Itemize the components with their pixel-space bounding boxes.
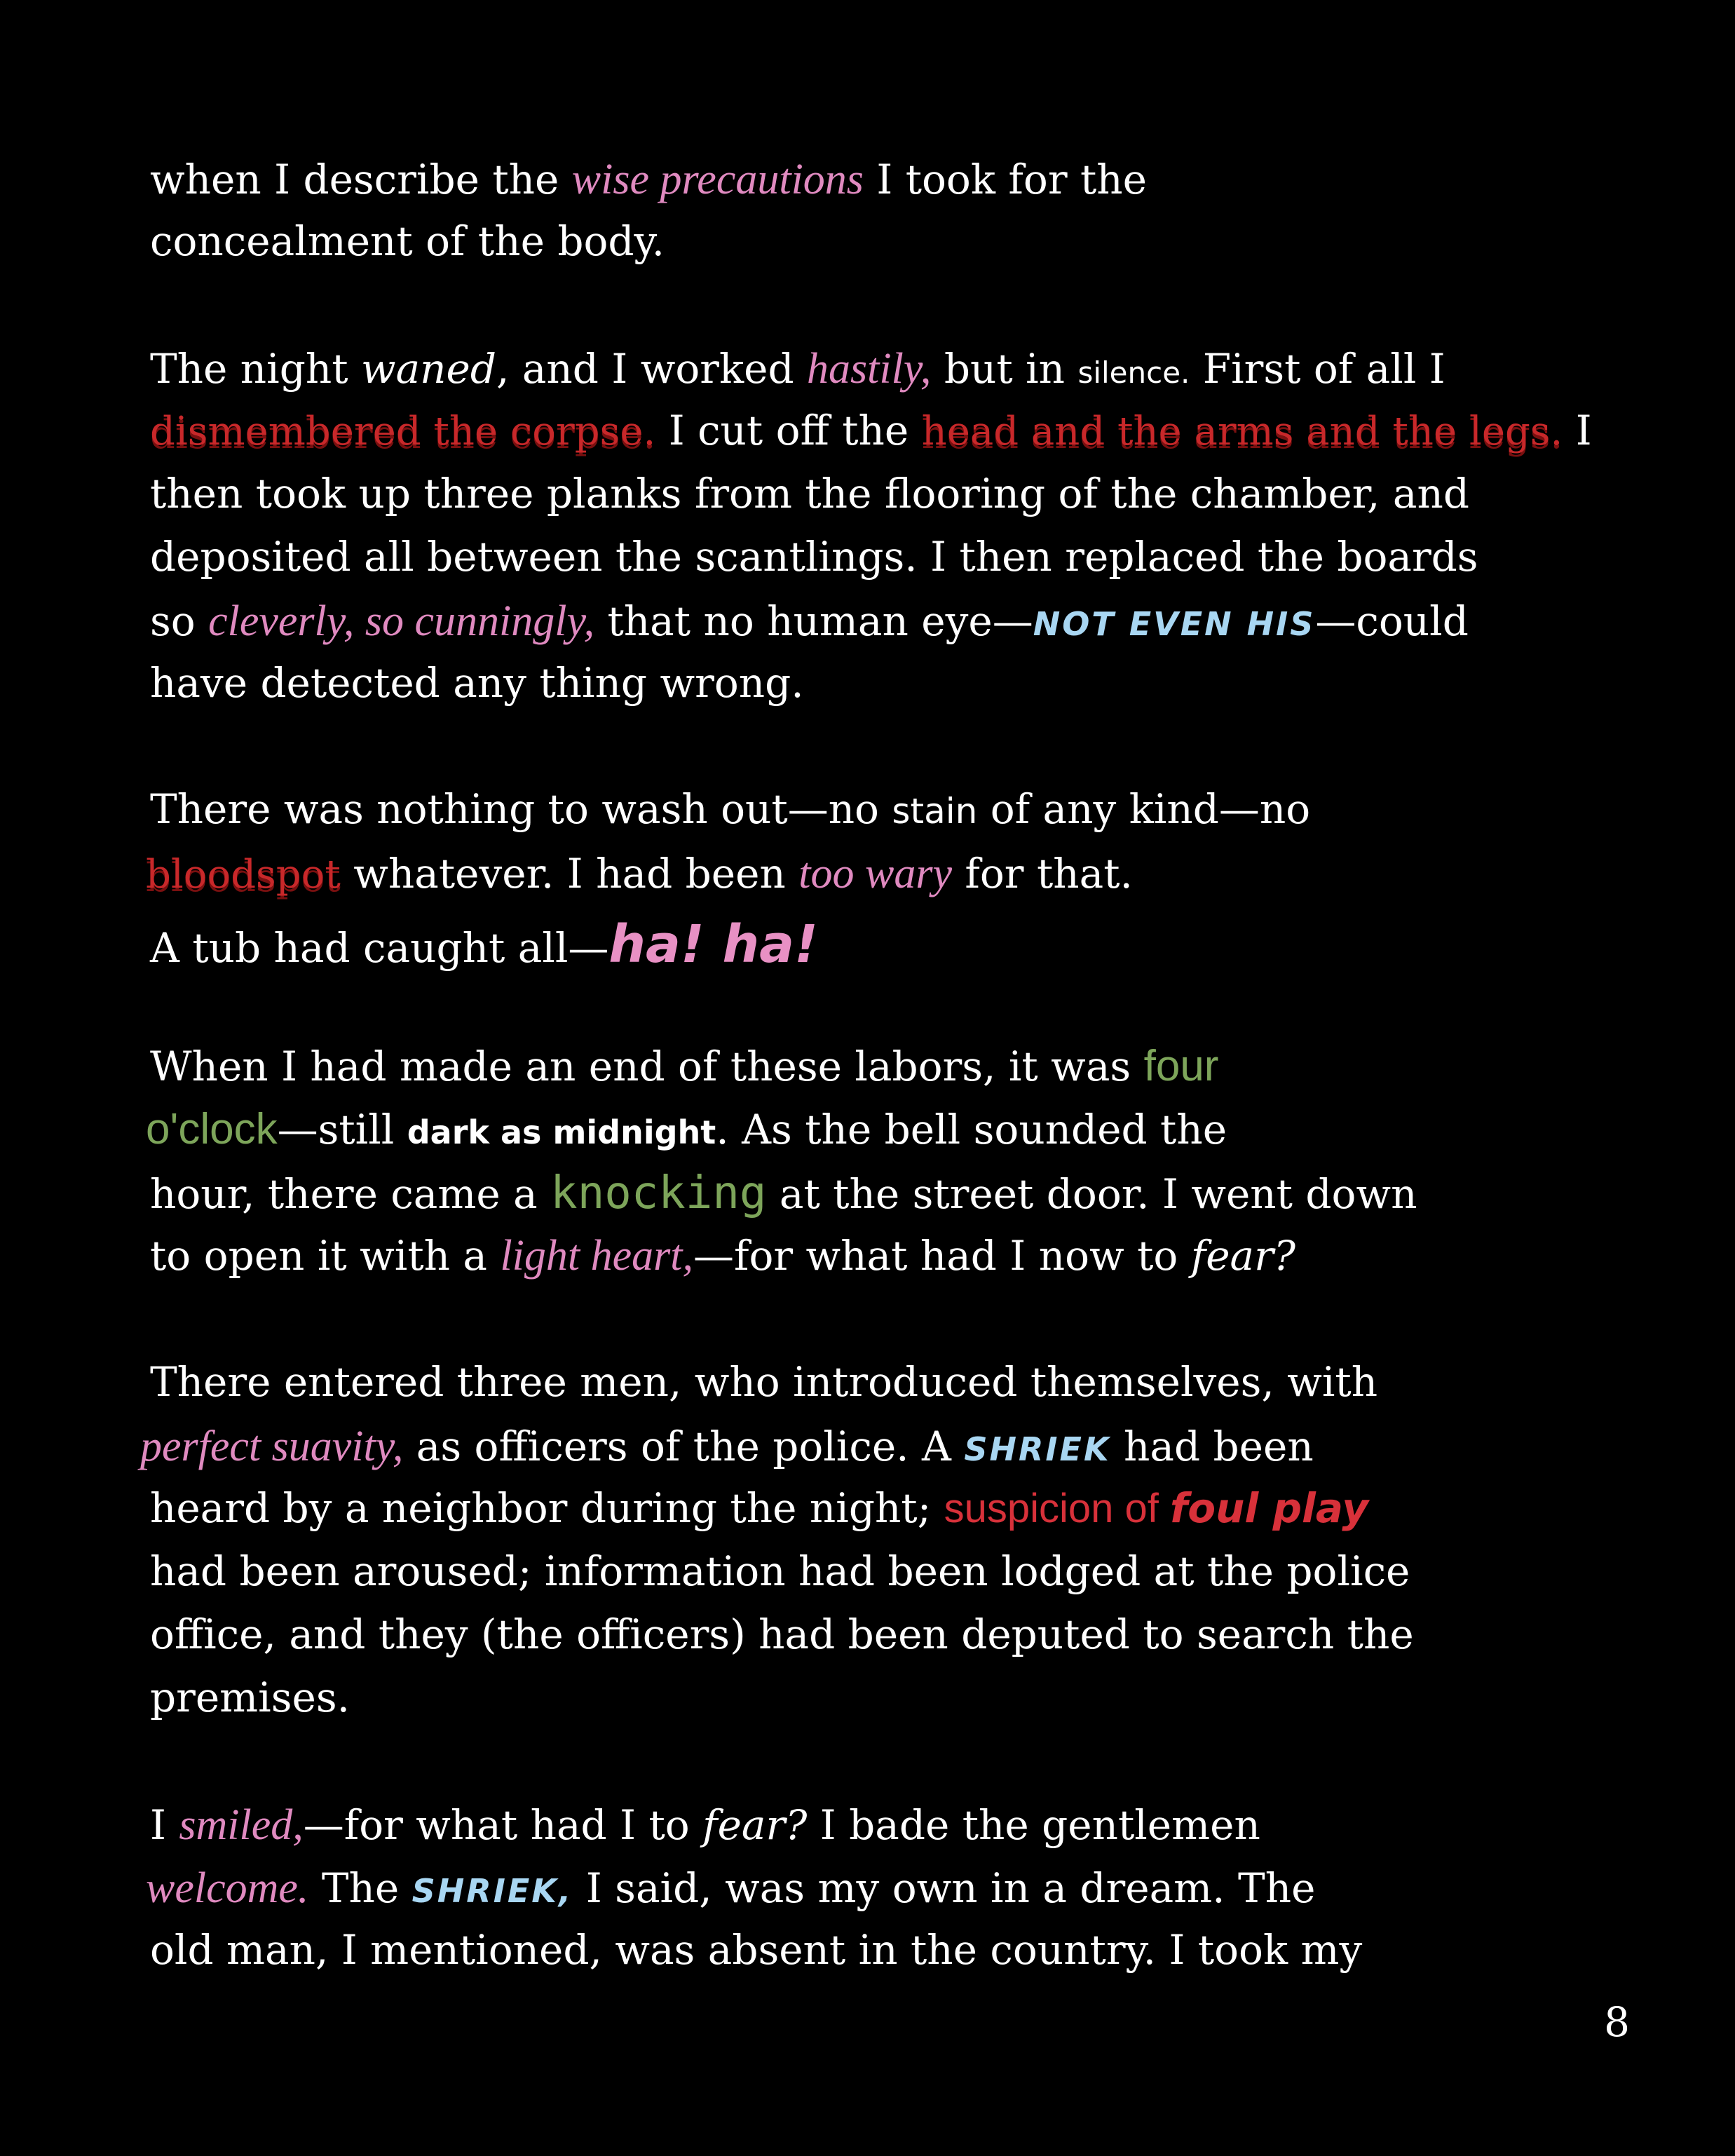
p3-line-3 — [150, 914, 818, 975]
styled-phrase-head-arms-legs: head and the arms and the legs. — [921, 409, 1563, 454]
p5-line-2 — [140, 1425, 1314, 1468]
text-span: When I had made an end of these labors, it was — [150, 1043, 1144, 1090]
styled-word-oclock: o'clock — [146, 1105, 278, 1153]
text-span: The — [308, 1864, 412, 1912]
text-span: of any kind—no — [977, 785, 1311, 833]
text-span: as officers of the police. A — [403, 1423, 965, 1470]
p3-line-2 — [146, 852, 1133, 895]
p2-line-4 — [150, 533, 1478, 581]
text-span: . As the bell sounded the — [716, 1106, 1227, 1153]
text-span: concealment of the body. — [150, 217, 665, 265]
p2-line-2 — [150, 407, 1592, 454]
styled-phrase-cleverly: cleverly, so cunningly, — [208, 597, 595, 645]
text-span: There entered three men, who introduced themselves, with — [150, 1358, 1378, 1406]
p2-line-6 — [150, 659, 804, 707]
p4-line-4 — [150, 1232, 1295, 1280]
text-span: —could — [1315, 597, 1469, 645]
text-span: I — [150, 1801, 179, 1849]
p2-line-1 — [150, 347, 1445, 391]
p4-line-3 — [150, 1167, 1417, 1219]
text-span: have detected any thing wrong. — [150, 659, 804, 707]
styled-phrase-light-heart: light heart, — [500, 1232, 693, 1280]
styled-word-fear: fear? — [1190, 1232, 1295, 1280]
styled-word-knocking: knocking — [550, 1167, 767, 1219]
text-span: deposited all between the scantlings. I then replaced the boards — [150, 533, 1478, 581]
p6-line-1 — [150, 1803, 1260, 1847]
dark-midnight-text: dark as midnight — [407, 1113, 716, 1151]
styled-phrase-foul-play: foul play — [1170, 1484, 1369, 1532]
styled-word-shriek: SHRIEK — [964, 1430, 1111, 1468]
styled-word-shriek: SHRIEK, — [411, 1872, 573, 1910]
text-span: I said, was my own in a dream. The — [573, 1864, 1316, 1912]
p1-line-1 — [150, 158, 1147, 201]
p5-line-1 — [150, 1358, 1378, 1406]
text-span: There was nothing to wash out—no — [150, 785, 892, 833]
text-span: that no human eye— — [594, 597, 1033, 645]
styled-phrase-not-even-his: NOT EVEN HIS — [1033, 605, 1316, 643]
text-span: heard by a neighbor during the night; — [150, 1484, 944, 1532]
text-span: hour, there came a — [150, 1170, 551, 1218]
styled-phrase-suspicion-of: suspicion of — [944, 1486, 1170, 1531]
text-span: The night — [150, 345, 361, 393]
p1-line-2 — [150, 217, 665, 265]
text-span: I cut off the — [655, 407, 922, 454]
p6-line-2 — [146, 1866, 1315, 1910]
text-span: old man, I mentioned, was absent in the country. I took my — [150, 1926, 1363, 1974]
text-span: First of all I — [1190, 345, 1445, 393]
text-span: —for what had I to — [303, 1801, 703, 1849]
text-span: so — [150, 597, 209, 645]
text-span: I bade the gentlemen — [807, 1801, 1260, 1849]
styled-word-waned: waned — [360, 345, 496, 393]
p2-line-5 — [150, 599, 1469, 643]
text-span: whatever. I had been — [340, 850, 799, 897]
text-span: for that. — [951, 850, 1133, 897]
text-span: I took for the — [863, 156, 1147, 203]
p3-line-1 — [150, 785, 1311, 833]
p5-line-6 — [150, 1674, 351, 1721]
text-span: had been aroused; information had been lodged at the police — [150, 1547, 1410, 1595]
text-span: but in — [931, 345, 1078, 393]
text-span: premises. — [150, 1674, 351, 1721]
text-span: at the street door. I went down — [766, 1170, 1417, 1218]
styled-phrase-perfect-suavity: perfect suavity, — [140, 1423, 404, 1470]
p2-line-3 — [150, 470, 1469, 517]
styled-word-hastily: hastily, — [807, 345, 932, 393]
text-span: office, and they (the officers) had been deputed to search the — [150, 1611, 1414, 1658]
stain-text: stain — [892, 791, 978, 832]
p4-line-1 — [150, 1042, 1219, 1090]
styled-phrase-too-wary: too wary — [798, 850, 952, 897]
text-span: —for what had I now to — [693, 1232, 1191, 1280]
styled-word-bloodspot: bloodspot — [146, 852, 341, 897]
styled-word-smiled: smiled, — [179, 1801, 304, 1849]
styled-phrase-dismembered: dismembered the corpse. — [150, 409, 656, 454]
p5-line-4 — [150, 1547, 1410, 1595]
text-span: I — [1563, 407, 1592, 454]
styled-phrase-wise-precautions: wise precautions — [571, 156, 864, 203]
styled-phrase-ha-ha: ha! ha! — [608, 914, 818, 975]
p5-line-5 — [150, 1611, 1414, 1658]
text-span: then took up three planks from the flooring of the chamber, and — [150, 470, 1469, 517]
styled-phrase-dark-as-midnight — [407, 1109, 716, 1150]
text-span: had been — [1110, 1423, 1314, 1470]
styled-word-stain — [892, 789, 978, 832]
text-span: when I describe the — [150, 156, 572, 203]
text-span: A tub had caught all— — [150, 924, 609, 972]
styled-word-silence: silence. — [1077, 355, 1190, 390]
page-number: 8 — [1604, 1998, 1630, 2046]
p5-line-3 — [150, 1484, 1369, 1532]
styled-word-fear: fear? — [702, 1801, 808, 1849]
text-span: , and I worked — [496, 345, 808, 393]
text-span: —still — [277, 1106, 407, 1153]
p6-line-3 — [150, 1926, 1363, 1974]
p4-line-2 — [146, 1105, 1227, 1153]
styled-word-welcome: welcome. — [146, 1864, 309, 1912]
styled-word-four: four — [1143, 1042, 1219, 1090]
text-span: to open it with a — [150, 1232, 501, 1280]
